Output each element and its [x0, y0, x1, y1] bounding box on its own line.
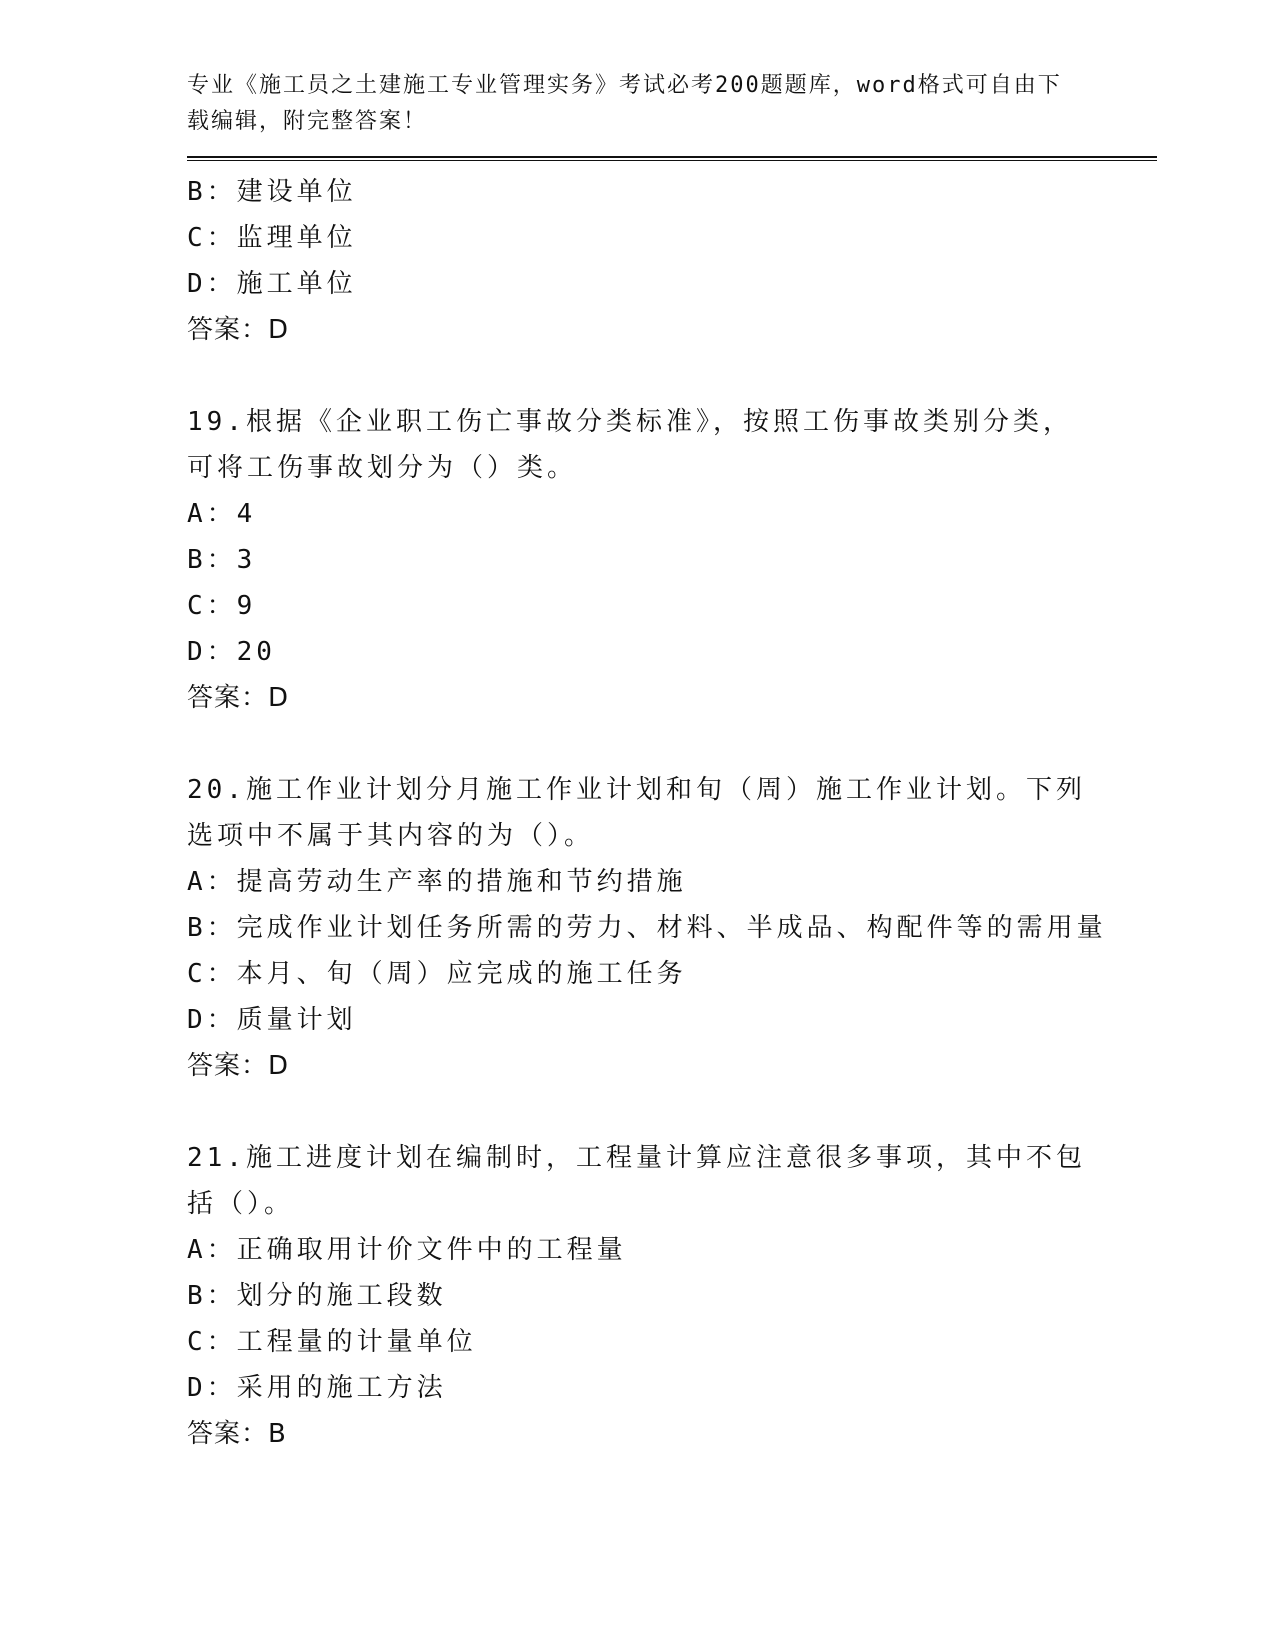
option-b: B：划分的施工段数	[187, 1281, 447, 1311]
option-b: B：3	[187, 545, 257, 575]
option-a: A：正确取用计价文件中的工程量	[187, 1235, 627, 1265]
option-b: B：建设单位	[187, 177, 357, 207]
question-text: 21.施工进度计划在编制时，工程量计算应注意很多事项，其中不包括（）。	[187, 1143, 1086, 1219]
answer-line: 答案：D	[187, 683, 290, 713]
option-c: C：监理单位	[187, 223, 357, 253]
option-d: D：施工单位	[187, 269, 357, 299]
header-divider	[187, 156, 1157, 161]
option-d: D：质量计划	[187, 1005, 357, 1035]
question-block-21	[187, 1135, 1157, 1457]
spacer	[187, 1089, 1157, 1135]
option-d: D：采用的施工方法	[187, 1373, 447, 1403]
question-text: 20.施工作业计划分月施工作业计划和旬（周）施工作业计划。下列选项中不属于其内容的为（）。	[187, 775, 1086, 851]
document-header: 专业《施工员之土建施工专业管理实务》考试必考200题题库，word格式可自由下载编辑，附完整答案！	[187, 73, 1062, 134]
answer-line: 答案：D	[187, 1051, 290, 1081]
question-block-19	[187, 399, 1157, 721]
option-c: C：9	[187, 591, 257, 621]
option-a: A：4	[187, 499, 257, 529]
spacer	[187, 721, 1157, 767]
spacer	[187, 353, 1157, 399]
question-block-20	[187, 767, 1157, 1089]
prev-question-block	[187, 169, 1157, 353]
option-c: C：工程量的计量单位	[187, 1327, 477, 1357]
option-c: C：本月、旬（周）应完成的施工任务	[187, 959, 687, 989]
answer-line: 答案：B	[187, 1419, 287, 1449]
question-text: 19.根据《企业职工伤亡事故分类标准》，按照工伤事故类别分类，可将工伤事故划分为（）类。	[187, 407, 1073, 483]
document-page	[187, 68, 1157, 1457]
option-b: B：完成作业计划任务所需的劳力、材料、半成品、构配件等的需用量	[187, 913, 1107, 943]
option-a: A：提高劳动生产率的措施和节约措施	[187, 867, 687, 897]
answer-line: 答案：D	[187, 315, 290, 345]
option-d: D：20	[187, 637, 276, 667]
